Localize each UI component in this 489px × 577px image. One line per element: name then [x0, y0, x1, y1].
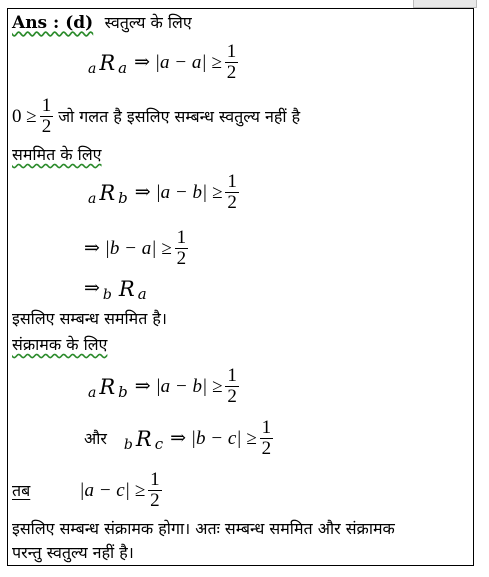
- fraction: $\frac{1}{2}$: [176, 227, 187, 269]
- relation-expression: ⇒ |a − b| ≥: [134, 375, 223, 397]
- relation-expression: ⇒ |a − a| ≥: [134, 51, 222, 73]
- relation-symbol: R: [118, 277, 135, 301]
- final-conclusion-line-1: इसलिए सम्बन्ध संक्रामक होगा। अतः सम्बन्ध सममित और संक्रामक: [12, 519, 395, 538]
- bottom-edge-strip: [10, 569, 477, 577]
- relation-right-sub: c: [154, 434, 164, 453]
- relation-left-sub: a: [88, 190, 97, 207]
- fraction: $\frac{1}{2}$: [227, 365, 237, 407]
- symmetric-step2: [84, 228, 188, 269]
- relation-left-sub: a: [88, 60, 97, 77]
- then-word: तब: [12, 480, 31, 500]
- symmetric-conclusion: इसलिए सम्बन्ध सममित है।: [12, 309, 167, 328]
- symmetric-heading: सममित के लिए: [12, 145, 102, 164]
- reflexive-relation: [88, 42, 238, 83]
- transitive-relation-2: [84, 418, 273, 459]
- top-edge-strip: [413, 0, 477, 8]
- transitive-heading: संक्रामक के लिए: [12, 335, 108, 354]
- reflexive-conclusion-text: जो गलत है इसलिए सम्बन्ध स्वतुल्य नहीं है: [58, 106, 301, 126]
- relation-right-sub: a: [137, 285, 147, 303]
- reflexive-conclusion: [12, 96, 300, 137]
- reflexive-heading: स्वतुल्य के लिए: [104, 13, 192, 32]
- fraction: $\frac{1}{2}$: [41, 95, 52, 137]
- symmetric-relation: [88, 172, 239, 213]
- transitive-relation-1: [88, 366, 239, 407]
- relation-expression: ⇒ |b − a| ≥: [84, 237, 172, 259]
- transitive-then: [12, 470, 162, 511]
- relation-right-sub: b: [118, 188, 128, 207]
- and-word: और: [84, 428, 107, 448]
- relation-left-sub: a: [88, 384, 97, 401]
- inequality-prefix: 0 ≥: [12, 105, 37, 127]
- relation-expression: |a − c| ≥: [79, 479, 146, 501]
- fraction: $\frac{1}{2}$: [226, 41, 237, 83]
- fraction: $\frac{1}{2}$: [261, 417, 272, 459]
- symmetric-step3: [84, 277, 147, 303]
- relation-symbol: R: [99, 374, 116, 399]
- fraction: $\frac{1}{2}$: [150, 469, 160, 511]
- relation-right-sub: b: [118, 382, 128, 401]
- relation-expression: ⇒ |b − c| ≥: [170, 427, 257, 449]
- final-conclusion-line-2: परन्तु स्वतुल्य नहीं है।: [12, 543, 134, 562]
- relation-right-sub: a: [118, 58, 128, 77]
- answer-header: [12, 12, 192, 34]
- relation-expression: ⇒ |a − b| ≥: [134, 181, 223, 203]
- fraction: $\frac{1}{2}$: [227, 171, 237, 213]
- implies-arrow: ⇒: [84, 278, 100, 299]
- relation-symbol: R: [99, 180, 116, 205]
- answer-label: Ans : (d): [12, 13, 94, 33]
- relation-left-sub: b: [123, 436, 133, 453]
- relation-symbol: R: [99, 50, 116, 75]
- relation-left-sub: b: [102, 287, 112, 303]
- relation-symbol: R: [135, 426, 152, 451]
